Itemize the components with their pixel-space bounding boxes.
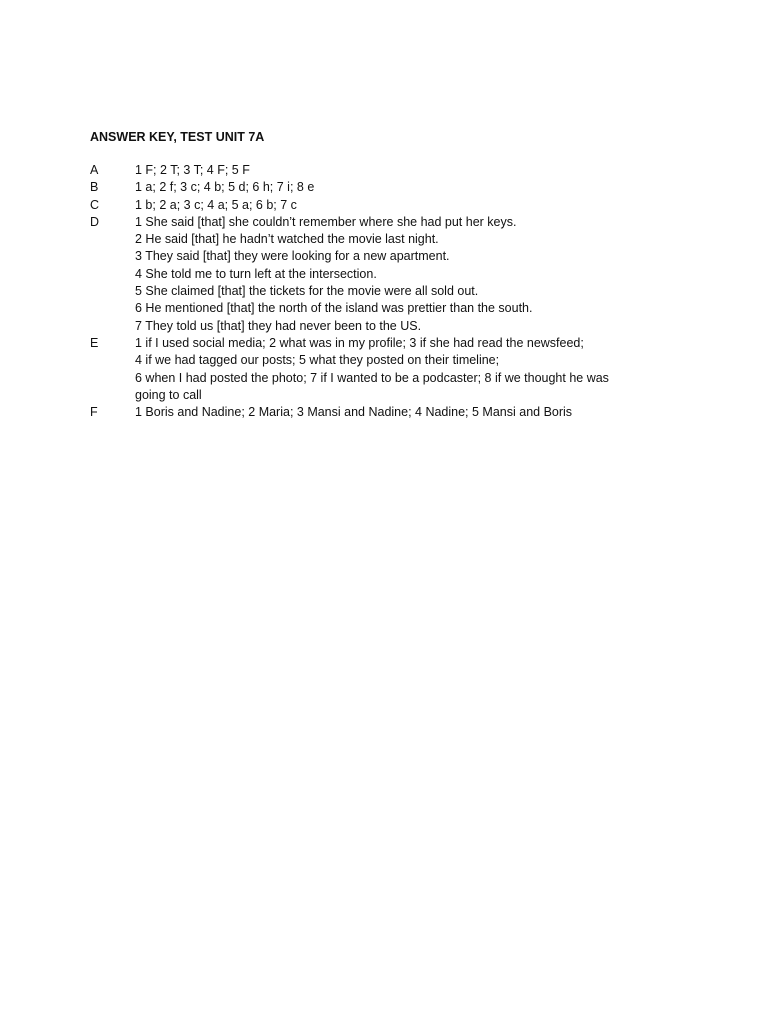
section-letter: E [90, 335, 99, 350]
answer-line: going to call [135, 387, 202, 402]
answer-section-a [90, 162, 690, 179]
section-answers [135, 335, 690, 404]
section-letter: F [90, 405, 98, 420]
answer-line: 1 a; 2 f; 3 c; 4 b; 5 d; 6 h; 7 i; 8 e [135, 180, 315, 195]
answer-line: 1 b; 2 a; 3 c; 4 a; 5 a; 6 b; 7 c [135, 197, 297, 212]
answer-line: 4 if we had tagged our posts; 5 what they posted on their timeline; [135, 353, 500, 368]
answer-sections [90, 162, 690, 421]
section-letter: D [90, 214, 100, 229]
section-answers [135, 179, 690, 196]
section-letter: C [90, 197, 100, 212]
answer-line: 1 Boris and Nadine; 2 Maria; 3 Mansi and Nadine; 4 Nadine; 5 Mansi and Boris [135, 405, 573, 420]
section-letter: B [90, 180, 99, 195]
answer-line: 6 when I had posted the photo; 7 if I wanted to be a podcaster; 8 if we thought he was [135, 370, 609, 385]
answer-line: 1 if I used social media; 2 what was in my profile; 3 if she had read the newsfeed; [135, 335, 584, 350]
section-answers [135, 162, 690, 179]
answer-line: 2 He said [that] he hadn’t watched the movie last night. [135, 232, 439, 247]
answer-section-c [90, 197, 690, 214]
answer-section-d [90, 214, 690, 335]
page-title: ANSWER KEY, TEST UNIT 7A [90, 130, 265, 144]
section-answers [135, 404, 690, 421]
answer-line: 7 They told us [that] they had never been to the US. [135, 318, 422, 333]
section-answers [135, 197, 690, 214]
answer-section-b [90, 179, 690, 196]
answer-line: 1 She said [that] she couldn’t remember where she had put her keys. [135, 214, 517, 229]
answer-line: 3 They said [that] they were looking for a new apartment. [135, 249, 450, 264]
answer-line: 1 F; 2 T; 3 T; 4 F; 5 F [135, 163, 250, 177]
answer-line: 5 She claimed [that] the tickets for the movie were all sold out. [135, 284, 479, 299]
section-letter: A [90, 163, 99, 177]
answer-section-f [90, 404, 690, 421]
section-answers [135, 214, 690, 335]
answer-line: 6 He mentioned [that] the north of the island was prettier than the south. [135, 301, 533, 316]
answer-section-e [90, 335, 690, 404]
answer-line: 4 She told me to turn left at the intersection. [135, 266, 377, 281]
